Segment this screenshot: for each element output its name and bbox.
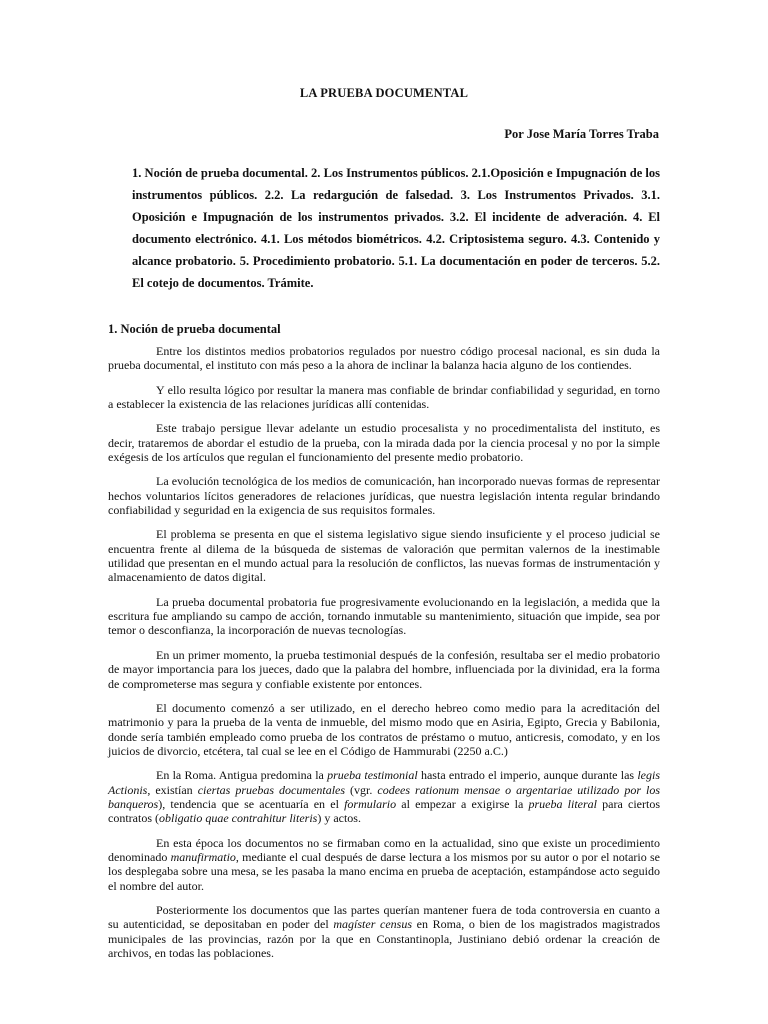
toc-item: 5.1. La documentación en poder de terceros. <box>398 254 638 268</box>
text-run: , mediante el cual después de darse lectura a los mismos por su autor o por el notario se los desplegaba sobre una mesa, se les pasaba la mano encima en prueba de aceptación, estampándose acto seguido el nombre del autor. <box>108 849 660 893</box>
body-paragraph <box>108 648 660 691</box>
italic-run: ciertas pruebas documentales <box>197 782 346 797</box>
text-run: ) y actos. <box>317 811 361 826</box>
body-paragraph <box>108 701 660 759</box>
body-paragraph <box>108 836 660 894</box>
body-paragraph <box>108 344 660 373</box>
body-paragraph <box>108 421 660 464</box>
body-paragraph <box>108 383 660 412</box>
text-run: Posteriormente los documentos que las partes querían mantener fuera de toda controversia en cuanto a su autenticidad, se depositaban en poder del <box>108 902 660 932</box>
body-paragraph <box>108 768 660 826</box>
toc-item: 4.1. Los métodos biométricos. <box>260 232 422 246</box>
italic-run: codees rationum mensae o argentariae utilizado por los banqueros <box>108 782 661 811</box>
text-run: En esta época los documentos no se firmaban como en la actualidad, sino que existe un procedimiento denominado <box>108 835 660 864</box>
toc-item: 4.3. Contenido y alcance probatorio. <box>132 232 661 268</box>
body-paragraph <box>108 527 660 585</box>
toc-item: 3.2. El incidente de adveración. <box>449 210 628 224</box>
document-body <box>108 344 660 970</box>
italic-run: obligatio quae contrahitur literis <box>158 811 318 826</box>
text-run: en Roma, o bien de los magistrados magistrados municipales de las provincias, razón por la que en Constantinopla, Justiniano debió ordenar la creación de archivos, en todas las poblaciones. <box>108 917 660 961</box>
document-author: Por Jose María Torres Traba <box>504 127 659 141</box>
text-run: La evolución tecnológica de los medios de comunicación, han incorporado nuevas formas de representar hechos voluntarios lícitos generadores de relaciones jurídicas, que nuestra legislación intenta regular brindando confiabilidad y seguridad en la exigencia de sus requisitos formales. <box>108 474 660 518</box>
text-run: El documento comenzó a ser utilizado, en el derecho hebreo como medio para la acreditación del matrimonio y para la prueba de la venta de inmueble, del mismo modo que en Asiria, Egipto, Grecia y Babilonia, donde sería también empleado como prueba de los contratos de préstamo o mutuo, anticresis, comodato, y en los juicios de divorcio, etcétera, tal cual se lee en el Código de Hammurabi (2250 a.C.) <box>108 700 660 758</box>
toc-item: 2.1.Oposición e Impugnación de los instrumentos públicos. <box>132 166 661 202</box>
text-run: hasta entrado el imperio, aunque durante las <box>417 768 638 783</box>
body-paragraph <box>108 595 660 638</box>
toc-item: 5. Procedimiento probatorio. <box>239 254 395 268</box>
text-run: Entre los distintos medios probatorios regulados por nuestro código procesal nacional, es sin duda la prueba documental, el instituto con más peso a la ahora de inclinar la balanza hacia alguno de los contiendes. <box>108 344 660 373</box>
italic-run: prueba literal <box>528 796 597 811</box>
italic-run: prueba testimonial <box>327 768 418 783</box>
toc-item: 1. Noción de prueba documental. <box>132 166 308 180</box>
italic-run: manufirmatio <box>170 849 236 864</box>
toc-item: 3. Los Instrumentos Privados. <box>460 188 634 202</box>
text-run: ), tendencia que se acentuaría en el <box>158 796 345 811</box>
toc-item: 5.2. El cotejo de documentos. Trámite. <box>132 254 661 290</box>
text-run: (vgr. <box>345 782 378 797</box>
body-paragraph <box>108 474 660 517</box>
italic-run: formulario <box>344 796 397 811</box>
text-run: El problema se presenta en que el sistema legislativo sigue siendo insuficiente y el proceso judicial se encuentra frente al dilema de la búsqueda de sistemas de valoración que permitan valernos de la inestimable utilidad que presentan en el mundo actual para la resolución de conflictos, las nuevas formas de instrumentación y almacenamiento de datos digital. <box>108 527 660 585</box>
text-run: La prueba documental probatoria fue progresivamente evolucionando en la legislación, a medida que la escritura fue ampliando su campo de acción, tornando inmutable su mantenimiento, situación que impide, sea por temor o desconfianza, la incorporación de nuevas tecnologías. <box>108 594 660 638</box>
toc-item: 4.2. Criptosistema seguro. <box>426 232 567 246</box>
text-run: para ciertos contratos ( <box>108 796 660 826</box>
toc-item: 4. El documento electrónico. <box>132 210 661 246</box>
text-run: En un primer momento, la prueba testimonial después de la confesión, resultaba ser el medio probatorio de mayor importancia para los jueces, dado que la palabra del hombre, influenciada por la divinidad, era la forma de comprometerse mas segura y confiable existente por entonces. <box>108 647 660 691</box>
text-run: En la Roma. Antigua predomina la <box>156 768 328 783</box>
toc-item: 3.1. Oposición e Impugnación de los instrumentos privados. <box>132 188 660 224</box>
text-run: , existían <box>147 782 198 797</box>
text-run: Este trabajo persigue llevar adelante un estudio procesalista y no procedimentalista del instituto, es decir, trataremos de abordar el estudio de la prueba, con la mirada dada por la ciencia procesal y no por la simple exégesis de los artículos que regulan el funcionamiento del presente medio probatorio. <box>108 421 660 465</box>
section-heading: 1. Noción de prueba documental <box>108 322 281 336</box>
italic-run: magíster census <box>333 917 412 932</box>
body-paragraph <box>108 903 660 961</box>
table-of-contents <box>132 162 660 294</box>
document-title: LA PRUEBA DOCUMENTAL <box>299 86 469 100</box>
toc-item: 2.2. La redargución de falsedad. <box>264 188 454 202</box>
text-run: Y ello resulta lógico por resultar la manera mas confiable de brindar confiabilidad y seguridad, en torno a establecer la existencia de las relaciones jurídicas allí contenidas. <box>108 382 660 412</box>
text-run: al empezar a exigirse la <box>396 796 529 811</box>
italic-run: legis Actionis <box>108 768 661 797</box>
toc-item: 2. Los Instrumentos públicos. <box>311 166 469 180</box>
